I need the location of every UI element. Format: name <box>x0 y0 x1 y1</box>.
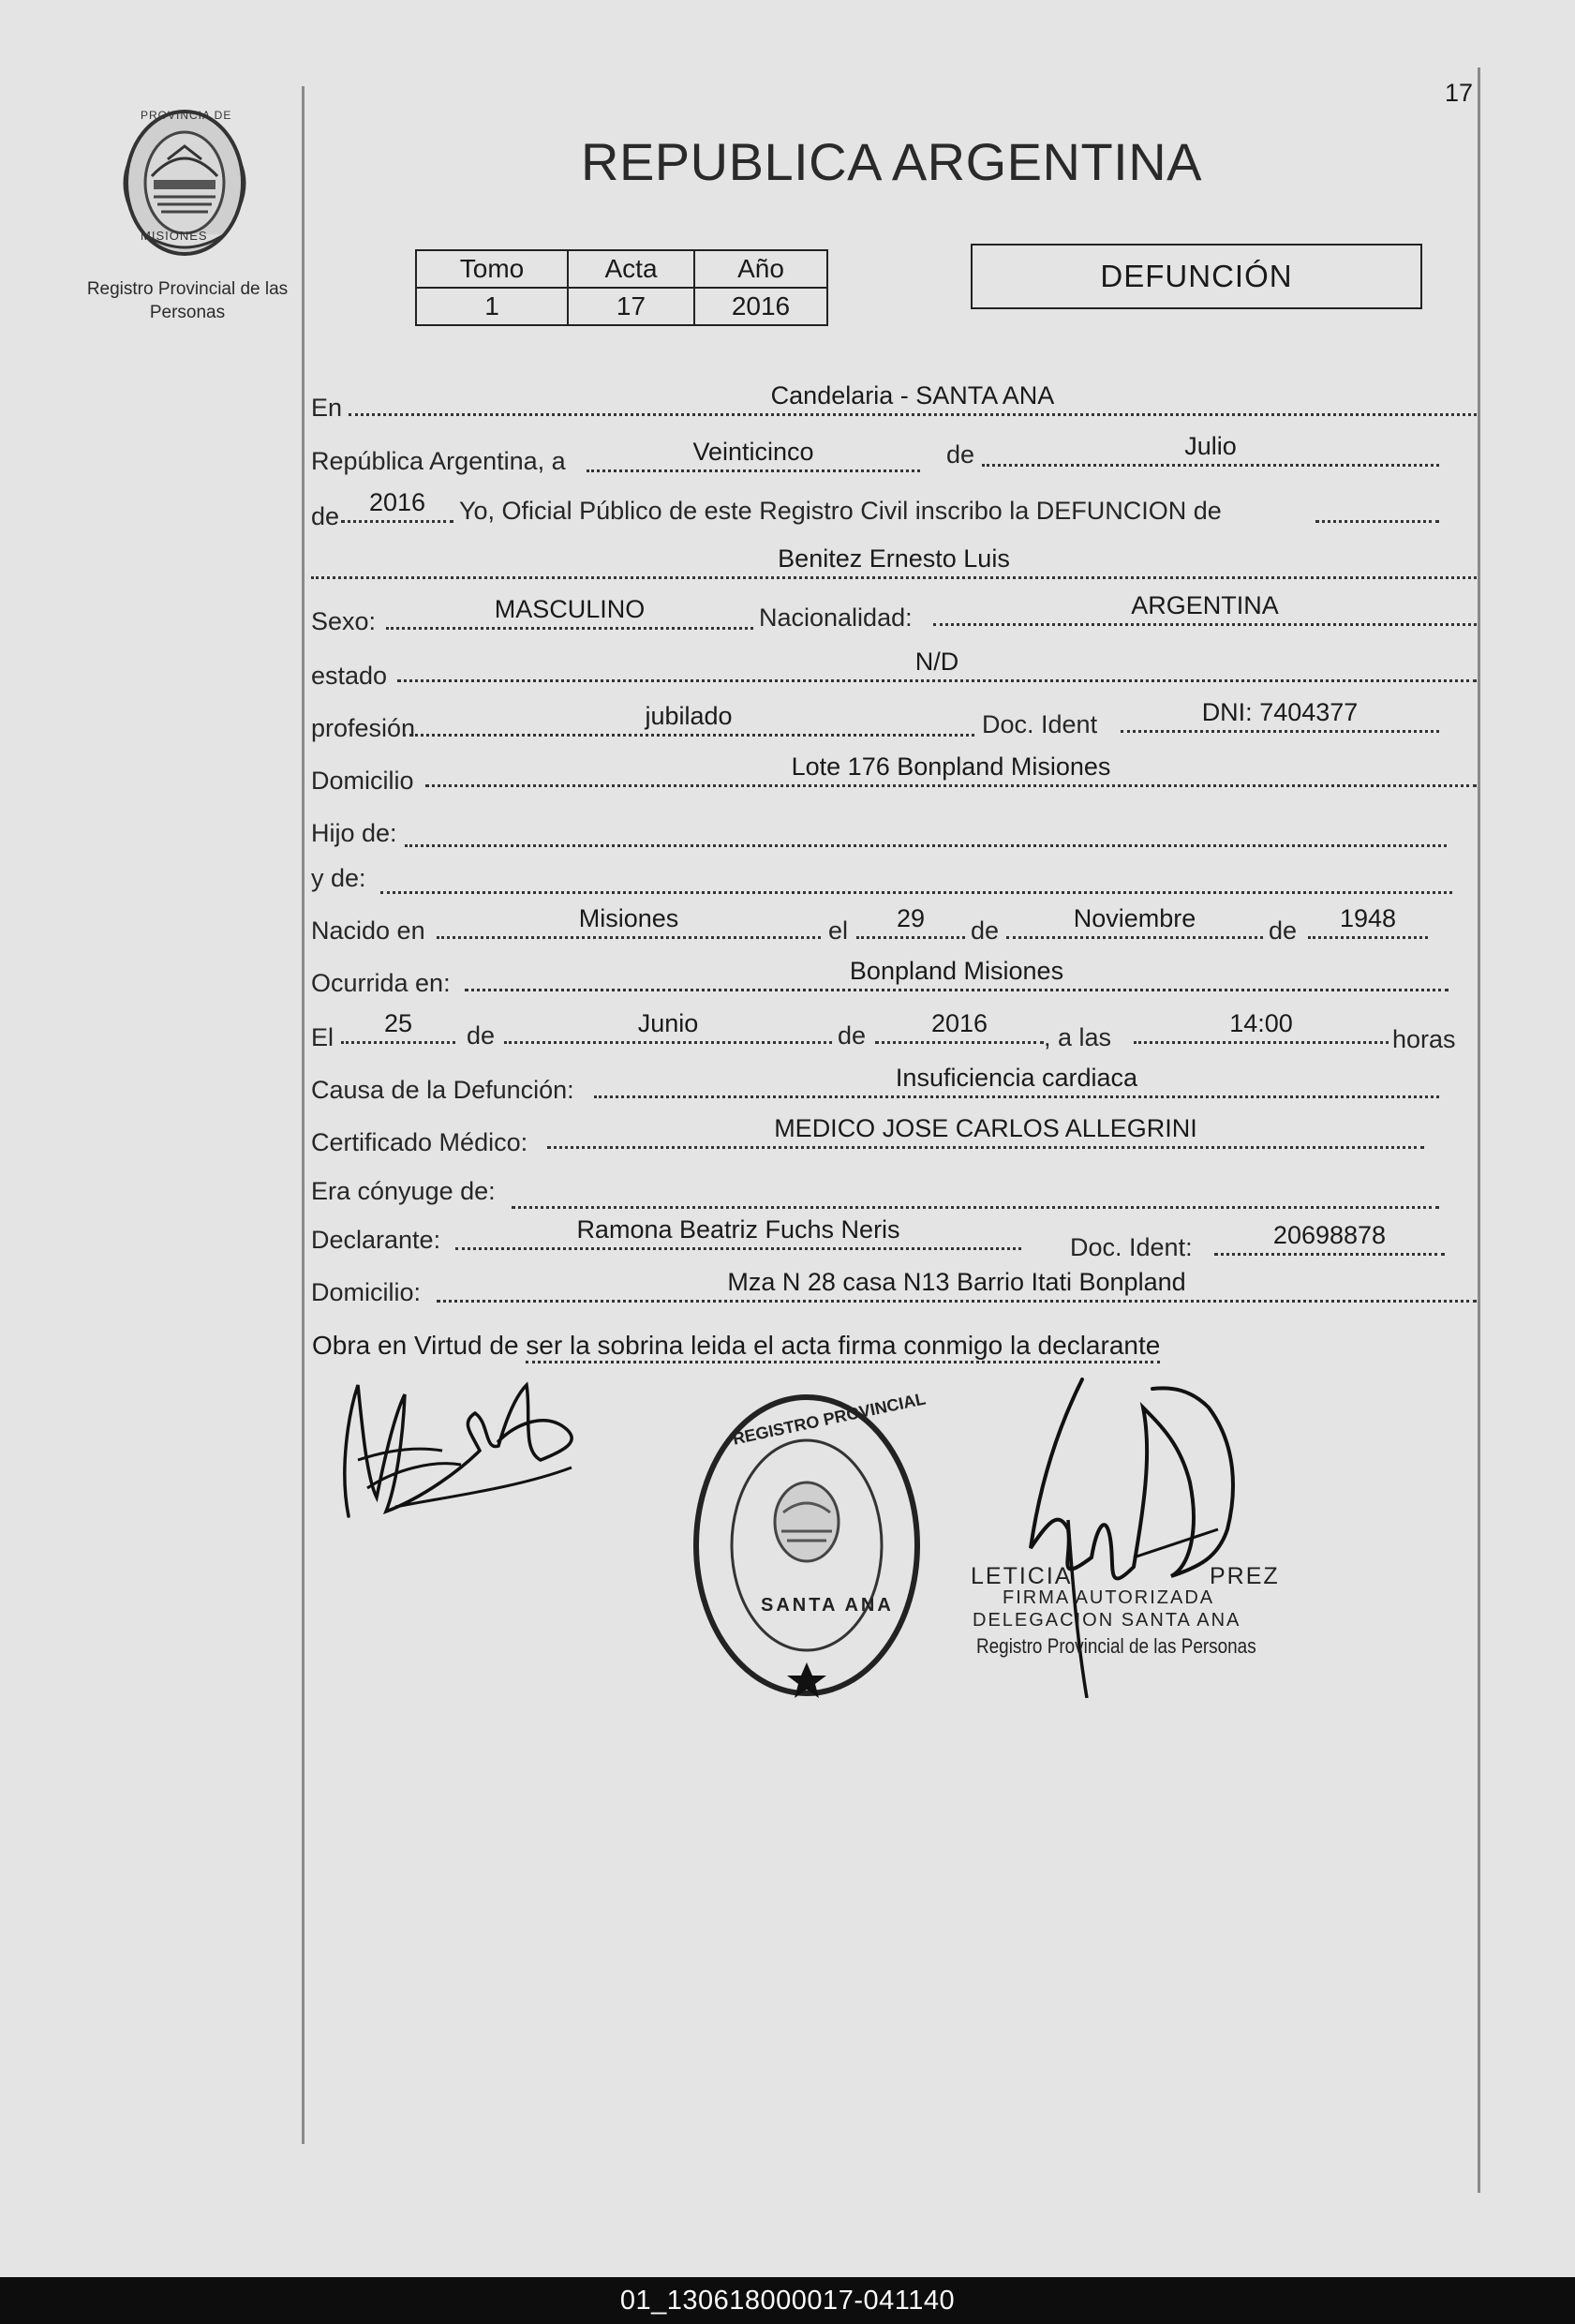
field-domicilio: Lote 176 Bonpland Misiones <box>425 755 1477 787</box>
field-profesion: jubilado <box>403 705 974 737</box>
field-estado: N/D <box>397 650 1477 682</box>
field-doc-declarante: 20698878 <box>1214 1224 1445 1256</box>
registry-seal <box>690 1391 924 1700</box>
registry-header-anio: Año <box>694 250 827 288</box>
field-def-hora: 14:00 <box>1134 1012 1389 1044</box>
stamp-line-1 <box>971 1563 1280 1590</box>
field-causa: Insuficiencia cardiaca <box>594 1066 1439 1098</box>
label-de-mes: de <box>946 440 975 469</box>
label-def-de2: de <box>838 1021 867 1050</box>
label-domicilio-declarante: Domicilio: <box>311 1278 422 1306</box>
field-declarante: Ramona Beatriz Fuchs Neris <box>455 1218 1021 1250</box>
field-doc-ident: DNI: 7404377 <box>1121 701 1439 733</box>
stamp-line-4: Registro Provincial de las Personas <box>976 1634 1256 1658</box>
field-anio-acta: 2016 <box>341 491 453 523</box>
field-y-de <box>380 862 1452 894</box>
page-number: 17 <box>1445 79 1474 107</box>
field-nacionalidad: ARGENTINA <box>933 594 1477 626</box>
label-ocurrida-en: Ocurrida en: <box>311 969 451 997</box>
field-en: Candelaria - SANTA ANA <box>349 384 1477 416</box>
right-margin-line <box>1478 67 1480 2193</box>
label-el: El <box>311 1023 334 1051</box>
field-nacido-mes: Noviembre <box>1006 907 1263 939</box>
stamp-name-first: LETICIA <box>971 1563 1072 1589</box>
field-conyuge <box>512 1177 1439 1209</box>
logo-bottom-text: MISIONES <box>141 229 208 243</box>
registry-table <box>415 249 828 326</box>
logo-caption: Registro Provincial de las Personas <box>86 279 289 322</box>
label-nacionalidad: Nacionalidad: <box>759 603 913 632</box>
field-def-dia: 25 <box>341 1012 455 1044</box>
logo-top-text: PROVINCIA DE <box>141 109 232 122</box>
label-profesion: profesión <box>311 714 416 742</box>
label-estado: estado <box>311 662 388 690</box>
label-anio: de <box>311 502 340 530</box>
label-nacido-el: el <box>828 916 849 945</box>
left-margin-line <box>302 86 305 2144</box>
label-a-las: , a las <box>1044 1023 1112 1051</box>
label-conyuge: Era cónyuge de: <box>311 1177 496 1205</box>
label-y-de: y de: <box>311 864 366 892</box>
seal-outer-text-top: REGISTRO PROVINCIAL <box>731 1389 928 1449</box>
field-nacido-lugar: Misiones <box>437 907 821 939</box>
field-obra-en-virtud: ser la sobrina leida el acta firma conmigo la declarante <box>526 1331 1160 1363</box>
label-hijo-de: Hijo de: <box>311 819 397 847</box>
registry-value-acta: 17 <box>568 288 694 325</box>
label-domicilio: Domicilio <box>311 767 414 795</box>
label-doc-declarante: Doc. Ident: <box>1070 1233 1193 1261</box>
field-def-anio: 2016 <box>875 1012 1044 1044</box>
registry-value-anio: 2016 <box>694 288 827 325</box>
label-nacido-de2: de <box>1269 916 1298 945</box>
label-nacido-en: Nacido en <box>311 916 425 945</box>
field-nacido-dia: 29 <box>856 907 965 939</box>
text-inscribo: Yo, Oficial Público de este Registro Civil inscribo la DEFUNCION de <box>459 497 1222 525</box>
obra-prefix: Obra en Virtud de <box>312 1331 519 1360</box>
registry-value-tomo: 1 <box>416 288 568 325</box>
field-def-mes: Junio <box>504 1012 832 1044</box>
field-ocurrida-en: Bonpland Misiones <box>465 960 1449 991</box>
label-def-de1: de <box>467 1021 496 1050</box>
label-sexo: Sexo: <box>311 607 377 635</box>
stamp-line-2: FIRMA AUTORIZADA <box>1003 1587 1215 1608</box>
field-mes-acta: Julio <box>982 435 1439 467</box>
field-hijo-de <box>405 815 1447 847</box>
seal-inner-text: SANTA ANA <box>761 1595 894 1616</box>
registry-header-acta: Acta <box>568 250 694 288</box>
field-nombre-fallecido: Benitez Ernesto Luis <box>311 547 1477 579</box>
label-en: En <box>311 394 343 422</box>
declarant-signature <box>330 1357 583 1535</box>
label-horas: horas <box>1392 1025 1456 1053</box>
label-doc-ident: Doc. Ident <box>982 710 1098 738</box>
stamp-line-3: DELEGACION SANTA ANA <box>973 1610 1241 1631</box>
label-causa: Causa de la Defunción: <box>311 1076 574 1104</box>
label-nacido-de1: de <box>971 916 1000 945</box>
stamp-name-last: PREZ <box>1210 1563 1280 1589</box>
field-inscribo-end <box>1315 491 1439 523</box>
field-domicilio-declarante: Mza N 28 casa N13 Barrio Itati Bonpland <box>437 1271 1477 1303</box>
field-certificado: MEDICO JOSE CARLOS ALLEGRINI <box>547 1117 1424 1149</box>
document-title: REPUBLICA ARGENTINA <box>581 132 1203 191</box>
field-dia-acta: Veinticinco <box>587 440 920 472</box>
registry-header-tomo: Tomo <box>416 250 568 288</box>
label-fecha: República Argentina, a <box>311 447 566 475</box>
scan-footer-id: 01_130618000017-041140 <box>0 2277 1575 2324</box>
label-declarante: Declarante: <box>311 1226 441 1254</box>
field-nacido-anio: 1948 <box>1308 907 1428 939</box>
label-certificado: Certificado Médico: <box>311 1128 528 1156</box>
field-sexo: MASCULINO <box>386 598 753 630</box>
act-type-box: DEFUNCIÓN <box>971 244 1422 309</box>
